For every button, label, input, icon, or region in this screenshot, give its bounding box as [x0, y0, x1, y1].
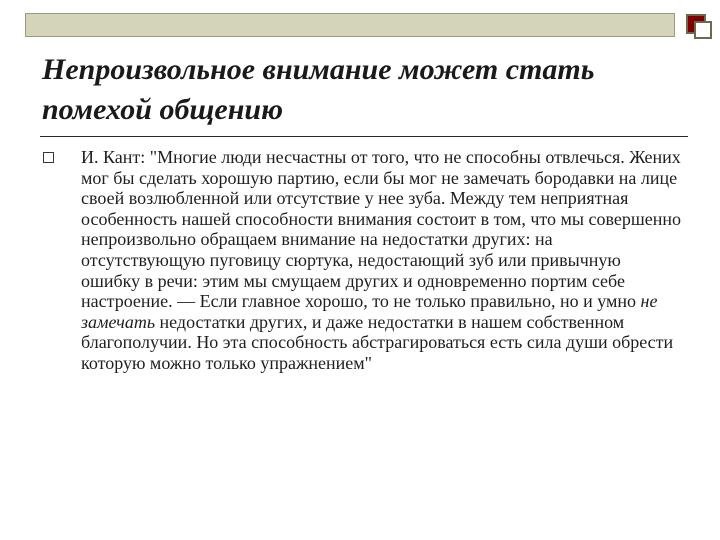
slide-title: Непроизвольное внимание может стать помехой общению [42, 53, 595, 126]
bullet-text-part: И. Кант: "Многие люди несчастны от того, что не способны отвлечься. Жених мог бы сделать хорошую партию, если бы мог не замечать бородавки на лице своей возлюбленной или отсутствие у нее зуба. Между тем неприятная особенность нашей способности внимания состоит в том, что мы совершенно непроизвольно обращаем внимание на недостатки других: на отсутствующую пуговицу сюртука, недостающий зуб или привычную ошибку в речи: этим мы смущаем других и одновременно портим себе настроение. — Если главное хорошо, то не только правильно, но и умно [81, 147, 681, 312]
title-divider [40, 136, 688, 137]
bullet-text-part: недостатки других, и даже недостатки в нашем собственном благополучии. Но эта способность абстрагироваться есть сила души обрести которую можно только упражнением" [81, 311, 674, 373]
decorative-header-bar [25, 13, 675, 37]
bullet-text-italic: не замечать [81, 291, 658, 332]
bullet-text [81, 147, 681, 374]
corner-square-outline-icon [694, 21, 712, 39]
hollow-square-bullet-icon [43, 152, 54, 163]
